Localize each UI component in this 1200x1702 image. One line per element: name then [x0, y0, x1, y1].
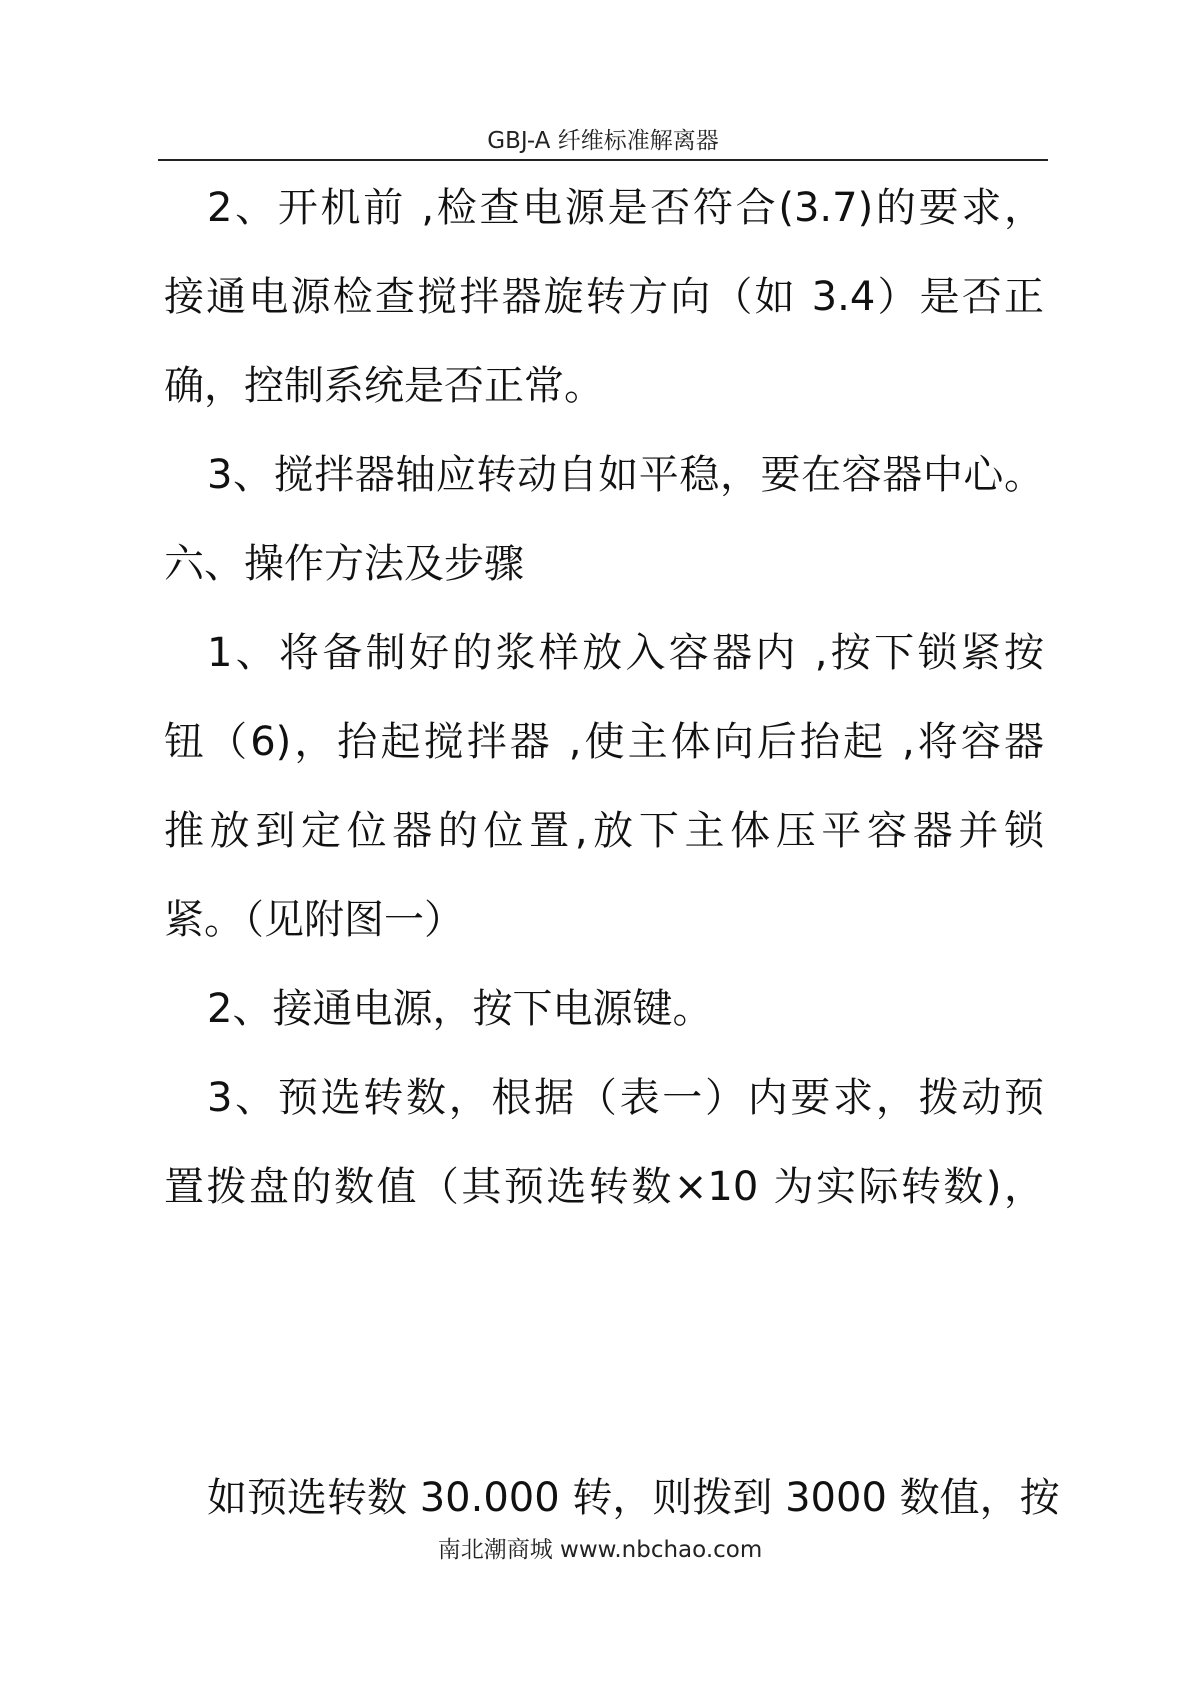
- body-line: 2、接通电源，按下电源键。: [207, 986, 713, 1032]
- body-line: 接通电源检查搅拌器旋转方向（如 3.4）是否正: [164, 274, 1044, 320]
- body-line: 确，控制系统是否正常。: [164, 363, 604, 409]
- header-divider: [158, 159, 1048, 161]
- body-line: 钮（6)，抬起搅拌器 ,使主体向后抬起 ,将容器: [164, 719, 1044, 765]
- header-title: GBJ-A 纤维标准解离器: [487, 128, 719, 154]
- footer-website[interactable]: 南北潮商城 www.nbchao.com: [437, 1537, 763, 1563]
- body-line: 1、将备制好的浆样放入容器内 ,按下锁紧按: [207, 630, 1044, 676]
- body-line: 推放到定位器的位置,放下主体压平容器并锁: [164, 808, 1044, 854]
- body-line: 如预选转数 30.000 转，则拨到 3000 数值，按: [207, 1475, 1060, 1521]
- body-line: 2、开机前 ,检查电源是否符合(3.7)的要求，: [207, 185, 1044, 231]
- body-line: 3、搅拌器轴应转动自如平稳，要在容器中心。: [207, 452, 1044, 498]
- body-line: 3、预选转数，根据（表一）内要求，拨动预: [207, 1075, 1044, 1121]
- body-line: 紧。（见附图一）: [164, 897, 464, 943]
- section-heading: 六、操作方法及步骤: [164, 541, 524, 587]
- body-line: 置拨盘的数值（其预选转数×10 为实际转数)，: [164, 1164, 1044, 1210]
